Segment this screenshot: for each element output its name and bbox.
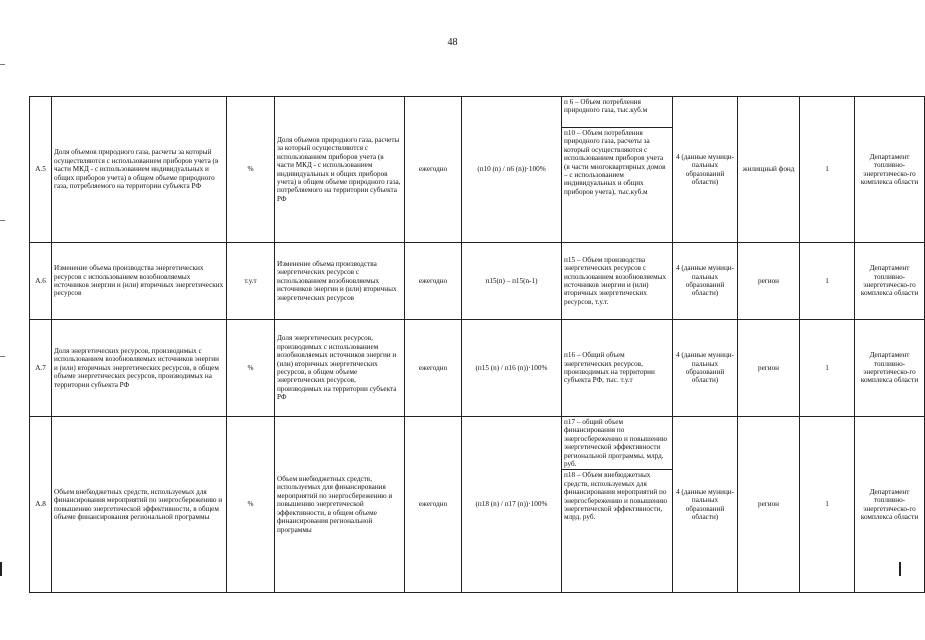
data-source: 4 (данные муници-пальных образований области)	[673, 320, 738, 417]
indicator-name: Доля энергетических ресурсов, производимых с использованием возобновляемых источников энергии и (или) вторичных энергетических ресурсов, в общем объеме энергетических ресурсов, производимых на территории субъекта РФ	[52, 320, 227, 417]
indicator-number: 1	[800, 243, 855, 320]
indicator-unit: %	[227, 417, 275, 593]
variable-definition: п18 – Объем внебюджетных средств, используемых для финансирования мероприятий по энергосбережению и повышению энергетической эффективности, млрд. руб.	[564, 471, 668, 522]
scan-edge-mark	[0, 220, 5, 221]
table-row	[30, 97, 925, 243]
data-source: 4 (данные муници-пальных образований области)	[673, 243, 738, 320]
indicator-variables	[562, 417, 673, 593]
indicator-code: А.8	[30, 417, 52, 593]
indicator-level: регион	[738, 243, 800, 320]
indicator-formula: (п15 (n) / п16 (n))·100%	[462, 320, 562, 417]
indicator-unit: %	[227, 320, 275, 417]
indicator-number: 1	[800, 320, 855, 417]
variable-definition: п16 – Общий объем энергетических ресурсов, производимых на территории субъекта РФ, тыс. т.у.т	[564, 351, 655, 385]
indicator-unit: %	[227, 97, 275, 243]
table-row	[30, 417, 925, 593]
indicator-name: Изменение объема производства энергетических ресурсов с использованием возобновляемых источников энергии и (или) вторичных энергетических ресурсов	[52, 243, 227, 320]
indicator-formula: (п18 (n) / п17 (n))·100%	[462, 417, 562, 593]
indicator-variables	[562, 320, 673, 417]
indicator-code: А.6	[30, 243, 52, 320]
indicator-name: Доля объемов природного газа, расчеты за который осуществляются с использованием приборов учета (в части МКД - с использованием индивидуальных и общих приборов учета) в общем объеме природного газа, потребляемого на территории субъекта РФ	[52, 97, 227, 243]
indicator-number: 1	[800, 97, 855, 243]
variable-definition: п10 – Объем потребления природного газа, расчеты за который осуществляются с использованием приборов учета (в части многоквартирных домов – с использованием индивидуальных и общих приборов учета), тыс.куб.м	[564, 129, 666, 196]
table-row	[30, 320, 925, 417]
indicator-level: регион	[738, 320, 800, 417]
indicator-variables	[562, 97, 673, 243]
variable-definition: п15 – Объем производства энергетических ресурсов с использованием возобновляемых источников энергии и (или) вторичных энергетических ресурсов, т.у.т.	[564, 255, 667, 306]
data-source: 4 (данные муници-пальных образований области)	[673, 417, 738, 593]
responsible-department: Департамент топливно-энергетическо-го комплекса области	[855, 243, 925, 320]
indicator-unit: т.у.т	[227, 243, 275, 320]
indicator-table	[29, 96, 925, 593]
indicator-formula: п15(n) – п15(n-1)	[462, 243, 562, 320]
responsible-department: Департамент топливно-энергетическо-го комплекса области	[855, 320, 925, 417]
page-number: 48	[447, 37, 458, 48]
indicator-frequency: ежегодно	[405, 97, 462, 243]
variable-definition: п17 – общий объем финансирования по энергосбережению и повышению энергетической эффективности региональной программы, млрд. руб.	[562, 417, 672, 470]
data-source: 4 (данные муници-пальных образований области)	[673, 97, 738, 243]
scan-edge-mark	[0, 64, 5, 65]
indicator-formula: (п10 (n) / п6 (n))·100%	[462, 97, 562, 243]
indicator-variables	[562, 243, 673, 320]
indicator-description: Доля объемов природного газа, расчеты за который осуществляются с использованием приборов учета (в части МКД - с использованием индивидуальных и общих приборов учета) в общем объеме природного газа, потребляемого на территории субъекта РФ	[275, 97, 405, 243]
scan-edge-mark	[0, 356, 5, 357]
indicator-level: жилищный фонд	[738, 97, 800, 243]
indicator-number: 1	[800, 417, 855, 593]
indicator-level: регион	[738, 417, 800, 593]
indicator-frequency: ежегодно	[405, 320, 462, 417]
responsible-department: Департамент топливно-энергетическо-го комплекса области	[855, 417, 925, 593]
indicator-code: А.7	[30, 320, 52, 417]
indicator-code: А.5	[30, 97, 52, 243]
indicator-name: Объем внебюджетных средств, используемых для финансирования мероприятий по энергосбережению и повышению энергетической эффективности, в общем объеме финансирования региональной программы	[52, 417, 227, 593]
indicator-frequency: ежегодно	[405, 243, 462, 320]
responsible-department: Департамент топливно-энергетическо-го комплекса области	[855, 97, 925, 243]
indicator-description: Объем внебюджетных средств, используемых для финансирования мероприятий по энергосбережению и повышению энергетической эффективности, в общем объеме финансирования региональной программы	[275, 417, 405, 593]
scan-edge-mark	[0, 562, 2, 576]
table-row	[30, 243, 925, 320]
indicator-description: Изменение объема производства энергетических ресурсов с использованием возобновляемых источников энергии и (или) вторичных энергетических ресурсов	[275, 243, 405, 320]
indicator-frequency: ежегодно	[405, 417, 462, 593]
variable-definition: п 6 – Объем потребления природного газа, тыс.куб.м	[562, 97, 672, 128]
indicator-description: Доля энергетических ресурсов, производимых с использованием возобновляемых источников энергии и (или) вторичных энергетических ресурсов, в общем объеме энергетических ресурсов, производимых на территории субъекта РФ	[275, 320, 405, 417]
